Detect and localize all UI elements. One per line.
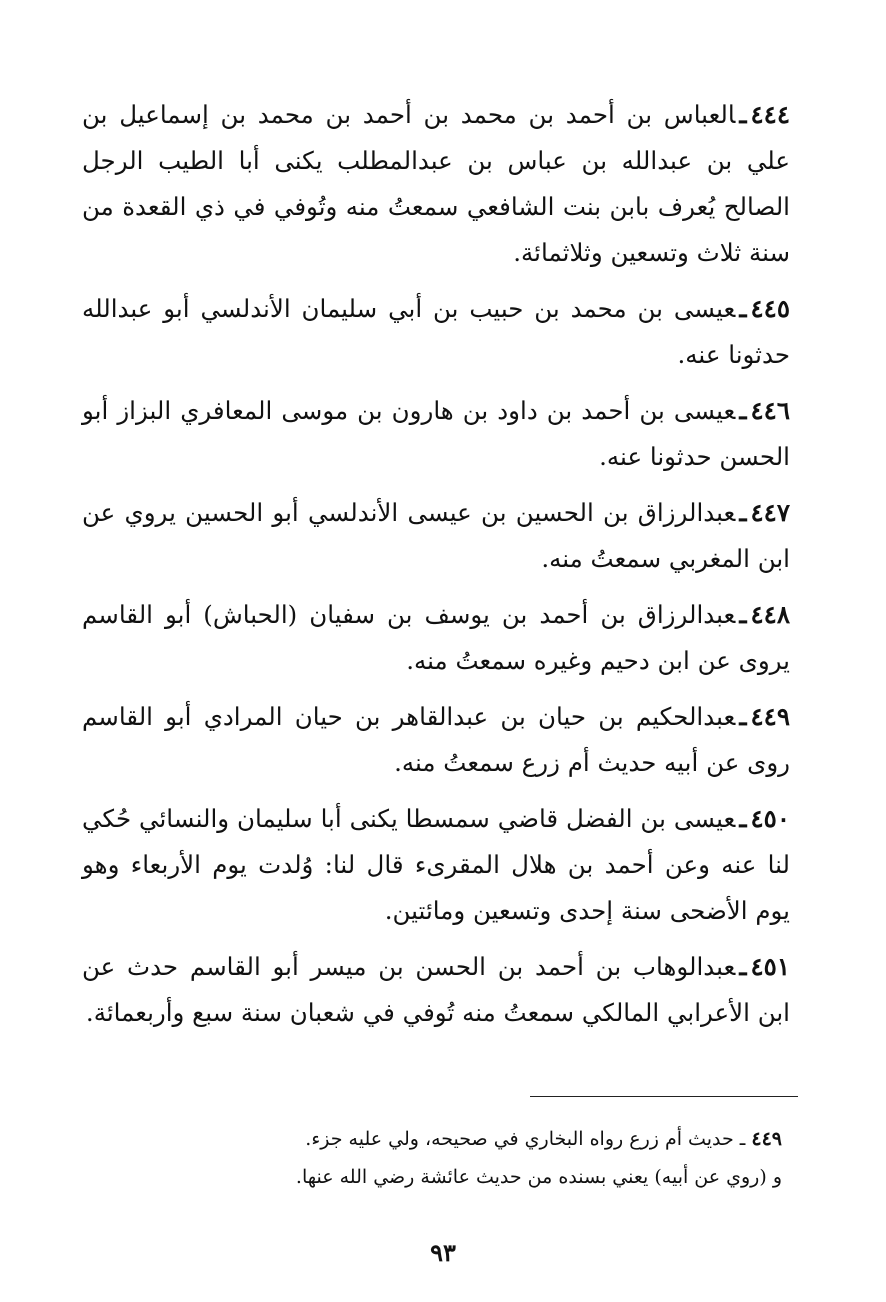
entry-text: عبدالرزاق بن أحمد بن يوسف بن سفيان (الحباش) أبو القاسم يروى عن ابن دحيم وغيره سمعتُ منه. (82, 600, 790, 675)
entry-dash: ـ (739, 804, 747, 833)
page-number: ٩٣ (430, 1238, 456, 1267)
entry-text: عيسى بن محمد بن حبيب بن أبي سليمان الأندلسي أبو عبدالله حدثونا عنه. (82, 294, 790, 369)
entry-449 (82, 694, 790, 786)
entry-448 (82, 592, 790, 684)
entry-dash: ـ (739, 952, 747, 981)
entry-number: ٤٤٧ (750, 498, 790, 527)
footnote-dash: ـ (739, 1128, 746, 1150)
entry-447 (82, 490, 790, 582)
entry-dash: ـ (739, 396, 747, 425)
entry-text: عيسى بن أحمد بن داود بن هارون بن موسى المعافري البزاز أبو الحسن حدثونا عنه. (82, 396, 790, 471)
footnote-separator (530, 1096, 798, 1097)
entry-number: ٤٥١ (750, 952, 790, 981)
footnote-line-2 (100, 1158, 790, 1196)
entry-450 (82, 796, 790, 934)
entry-dash: ـ (739, 702, 747, 731)
footnote-number: ٤٤٩ (751, 1128, 782, 1150)
entry-number: ٤٤٩ (750, 702, 790, 731)
entry-dash: ـ (739, 498, 747, 527)
entry-451 (82, 944, 790, 1036)
entry-text: العباس بن أحمد بن محمد بن أحمد بن محمد بن إسماعيل بن علي بن عبدالله بن عباس بن عبدالمطلب يكنى أبا الطيب الرجل الصالح يُعرف بابن بنت الشافعي سمعتُ منه وتُوفي في ذي القعدة من سنة ثلاث وتسعين وثلاثمائة. (82, 100, 790, 267)
entry-446 (82, 388, 790, 480)
entry-445 (82, 286, 790, 378)
entry-number: ٤٤٤ (750, 100, 790, 129)
entry-text: عبدالرزاق بن الحسين بن عيسى الأندلسي أبو الحسين يروي عن ابن المغربي سمعتُ منه. (82, 498, 790, 573)
footnote-text: حديث أم زرع رواه البخاري في صحيحه، ولي عليه جزء. (305, 1128, 734, 1150)
entry-number: ٤٤٦ (750, 396, 790, 425)
entry-text: عيسى بن الفضل قاضي سمسطا يكنى أبا سليمان والنسائي حُكي لنا عنه وعن أحمد بن هلال المقرىء قال لنا: وُلدت يوم الأربعاء وهو يوم الأضحى سنة إحدى وتسعين ومائتين. (82, 804, 790, 925)
footnote-text: و (روي عن أبيه) يعني بسنده من حديث عائشة رضي الله عنها. (295, 1166, 782, 1188)
entry-444 (82, 92, 790, 276)
entry-dash: ـ (739, 294, 747, 323)
main-text (82, 92, 790, 1046)
entry-number: ٤٥٠ (750, 804, 790, 833)
footnote-line-1 (100, 1120, 790, 1158)
entry-number: ٤٤٥ (750, 294, 790, 323)
entry-number: ٤٤٨ (750, 600, 790, 629)
footnotes (100, 1120, 790, 1196)
entry-dash: ـ (739, 600, 747, 629)
entry-text: عبدالوهاب بن أحمد بن الحسن بن ميسر أبو القاسم حدث عن ابن الأعرابي المالكي سمعتُ منه تُوفي في شعبان سنة سبع وأربعمائة. (82, 952, 790, 1027)
entry-dash: ـ (739, 100, 747, 129)
entry-text: عبدالحكيم بن حيان بن عبدالقاهر بن حيان المرادي أبو القاسم روى عن أبيه حديث أم زرع سمعتُ منه. (82, 702, 790, 777)
